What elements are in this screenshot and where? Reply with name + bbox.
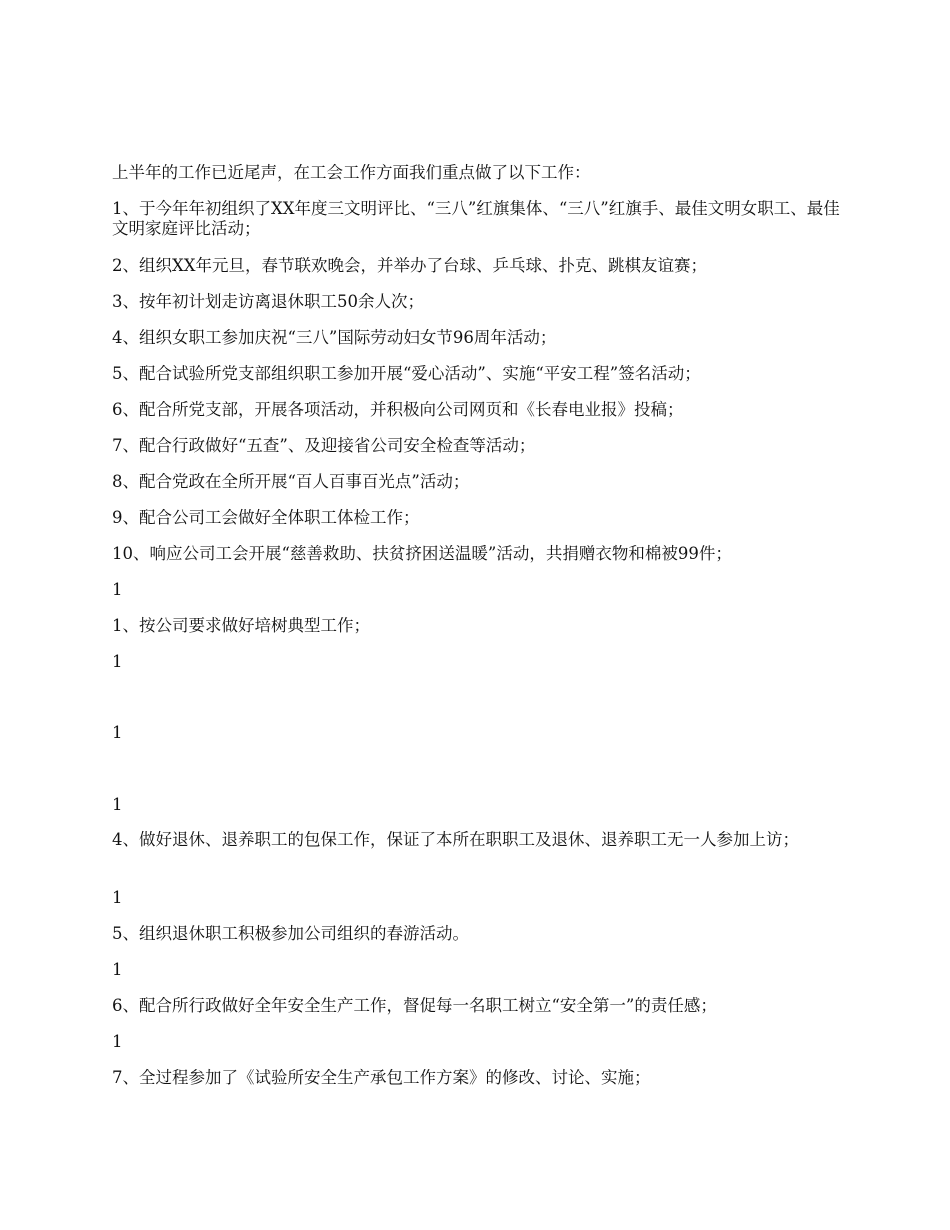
paragraph-item: 7、全过程参加了《试验所安全生产承包工作方案》的修改、讨论、实施； xyxy=(112,1068,651,1087)
paragraph-item-1: 1、于今年年初组织了XX年度三文明评比、“三八”红旗集体、“三八”红旗手、最佳文明女职工、最佳文明家庭评比活动； xyxy=(112,199,840,238)
paragraph-item-6: 6、配合所党支部，开展各项活动，并积极向公司网页和《长春电业报》投稿； xyxy=(112,400,684,419)
section-number: 1 xyxy=(112,580,123,599)
section-number: 1 xyxy=(112,723,123,742)
paragraph-item-10: 10、响应公司工会开展“慈善救助、扶贫挤困送温暖”活动，共捐赠衣物和棉被99件； xyxy=(112,544,732,563)
paragraph-item: 1、按公司要求做好培树典型工作； xyxy=(112,616,370,635)
paragraph-item-4: 4、组织女职工参加庆祝“三八”国际劳动妇女节96周年活动； xyxy=(112,328,557,347)
intro-paragraph: 上半年的工作已近尾声，在工会工作方面我们重点做了以下工作： xyxy=(112,163,591,182)
paragraph-item-5: 5、配合试验所党支部组织职工参加开展“爱心活动”、实施“平安工程”签名活动； xyxy=(112,364,701,383)
section-number: 1 xyxy=(112,652,123,671)
paragraph-item: 6、配合所行政做好全年安全生产工作，督促每一名职工树立“安全第一”的责任感； xyxy=(112,996,717,1015)
paragraph-item-7: 7、配合行政做好“五查”、及迎接省公司安全检查等活动； xyxy=(112,436,536,455)
section-number: 1 xyxy=(112,1032,123,1051)
paragraph-item-2: 2、组织XX年元旦，春节联欢晚会，并举办了台球、乒乓球、扑克、跳棋友谊赛； xyxy=(112,256,707,275)
paragraph-item: 5、组织退休职工积极参加公司组织的春游活动。 xyxy=(112,924,469,943)
paragraph-item-9: 9、配合公司工会做好全体职工体检工作； xyxy=(112,508,420,527)
section-number: 1 xyxy=(112,888,123,907)
paragraph-item-3: 3、按年初计划走访离退休职工50余人次； xyxy=(112,292,424,311)
section-number: 1 xyxy=(112,795,123,814)
paragraph-item-8: 8、配合党政在全所开展“百人百事百光点”活动； xyxy=(112,472,470,491)
section-number: 1 xyxy=(112,960,123,979)
paragraph-item: 4、做好退休、退养职工的包保工作，保证了本所在职职工及退休、退养职工无一人参加上访； xyxy=(112,830,799,849)
